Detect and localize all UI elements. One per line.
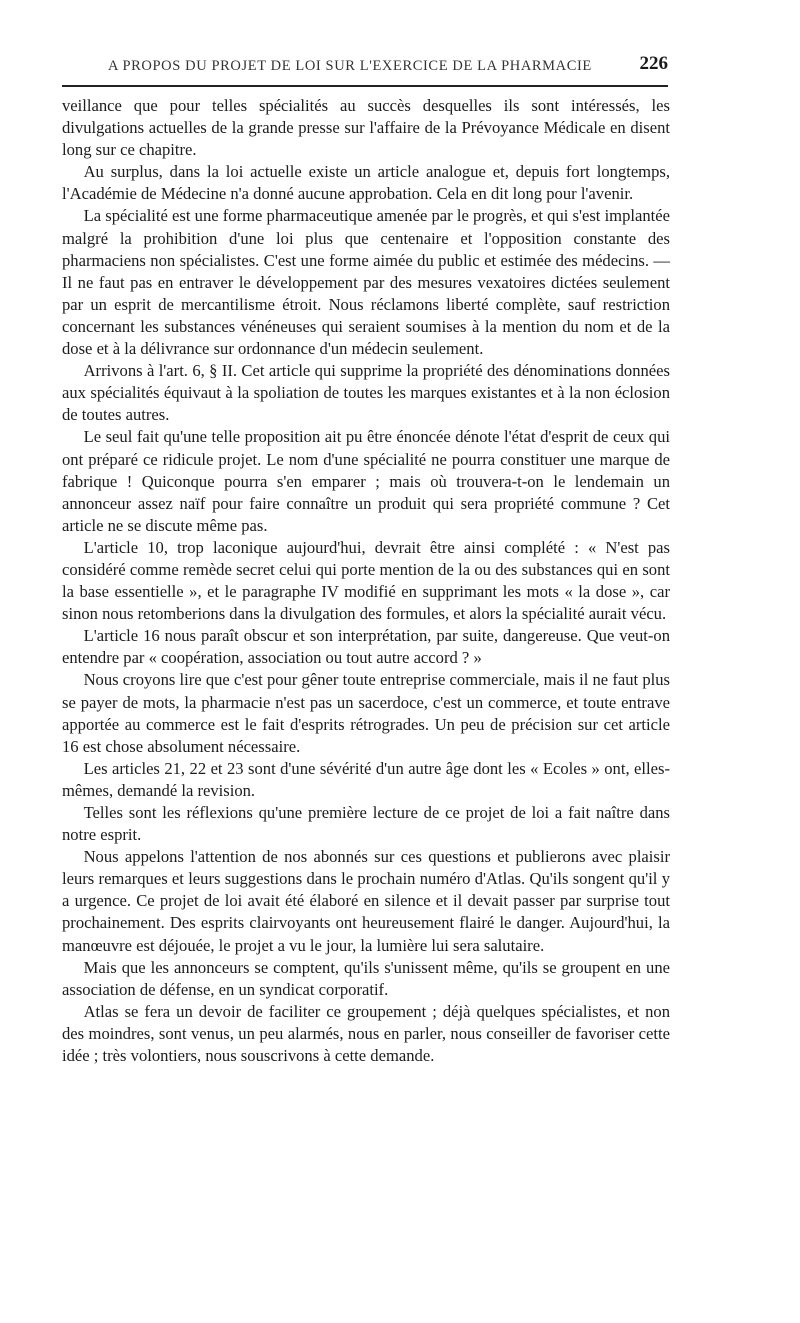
paragraph-12: Mais que les annonceurs se comptent, qu'ils s'unissent même, qu'ils se groupent en une association de défense, en un syndicat corporatif.: [62, 957, 670, 999]
paragraph-9: Les articles 21, 22 et 23 sont d'une sévérité d'un autre âge dont les « Ecoles » ont, elles-mêmes, demandé la revision.: [62, 758, 670, 800]
paragraph-8: Nous croyons lire que c'est pour gêner toute entreprise commerciale, mais il ne faut plus se payer de mots, la pharmacie n'est pas un sacerdoce, c'est un commerce, et toute entrave apportée au commerce est le fait d'esprits rétrogrades. Un peu de précision sur cet article 16 est chose absolument nécessaire.: [62, 670, 670, 756]
paragraph-4: Arrivons à l'art. 6, § II. Cet article qui supprime la propriété des dénominations données aux spécialités équivaut à la spoliation de toutes les marques existantes et à la non éclosion de toutes autres.: [62, 361, 670, 425]
page-header: [62, 48, 668, 88]
article-body: [62, 95, 670, 1067]
paragraph-5: Le seul fait qu'une telle proposition ait pu être énoncée dénote l'état d'esprit de ceux qui ont préparé ce ridicule projet. Le nom d'une spécialité ne pourra constituer une marque de fabrique ! Quiconque pourra s'en emparer ; mais où trouvera-t-on le lendemain un annonceur assez naïf pour faire connaître un produit qui sera propriété commune ? Cet article ne se discute même pas.: [62, 427, 670, 535]
paragraph-10: Telles sont les réflexions qu'une première lecture de ce projet de loi a fait naître dans notre esprit.: [62, 803, 670, 845]
paragraph-13: Atlas se fera un devoir de faciliter ce groupement ; déjà quelques spécialistes, et non des moindres, sont venus, un peu alarmés, nous en parler, nous conseiller de favoriser cette idée ; très volontiers, nous souscrivons à cette demande.: [62, 1001, 670, 1066]
header-rule: [62, 85, 668, 87]
paragraph-11: Nous appelons l'attention de nos abonnés sur ces questions et publierons avec plaisir leurs remarques et leurs suggestions dans le prochain numéro d'Atlas. Qu'ils songent qu'il y a urgence. Ce projet de loi avait été élaboré en silence et il devait passer par surprise tout prochainement. Des esprits clairvoyants ont heureusement flairé le danger. Aujourd'hui, la manœuvre est déjouée, le projet a vu le jour, la lumière lui sera salutaire.: [62, 847, 670, 955]
paragraph-7: L'article 16 nous paraît obscur et son interprétation, par suite, dangereuse. Que veut-on entendre par « coopération, association ou tout autre accord ? »: [62, 626, 670, 668]
paragraph-6: L'article 10, trop laconique aujourd'hui, devrait être ainsi complété : « N'est pas considéré comme remède secret celui qui porte mention de la ou des substances qui en sont la base essentielle », et le paragraphe IV modifié en supprimant les mots « la dose », car sinon nous retomberions dans la divulgation des formules, et alors la spécialité aurait vécu.: [62, 537, 670, 624]
page-number: 226: [639, 53, 668, 74]
paragraph-2: Au surplus, dans la loi actuelle existe un article analogue et, depuis fort longtemps, l'Académie de Médecine n'a donné aucune approbation. Cela en dit long pour l'avenir.: [62, 162, 670, 204]
paragraph-1: veillance que pour telles spécialités au succès desquelles ils sont intéressés, les divulgations actuelles de la grande presse sur l'affaire de la Prévoyance Médicale en disent long sur ce chapitre.: [62, 96, 670, 160]
running-title: A PROPOS DU PROJET DE LOI SUR L'EXERCICE DE LA PHARMACIE: [108, 58, 592, 74]
paragraph-3: La spécialité est une forme pharmaceutique amenée par le progrès, et qui s'est implantée malgré la prohibition d'une loi plus que centenaire et l'opposition constante des pharmaciens non spécialistes. C'est une forme aimée du public et estimée des médecins. — Il ne faut pas en entraver le développement par des mesures vexatoires dictées seulement par un esprit de mercantilisme étroit. Nous réclamons liberté complète, sauf restriction concernant les substances vénéneuses qui seraient soumises à la mention du nom et de la dose et à la délivrance sur ordonnance d'un médecin seulement.: [62, 206, 670, 359]
